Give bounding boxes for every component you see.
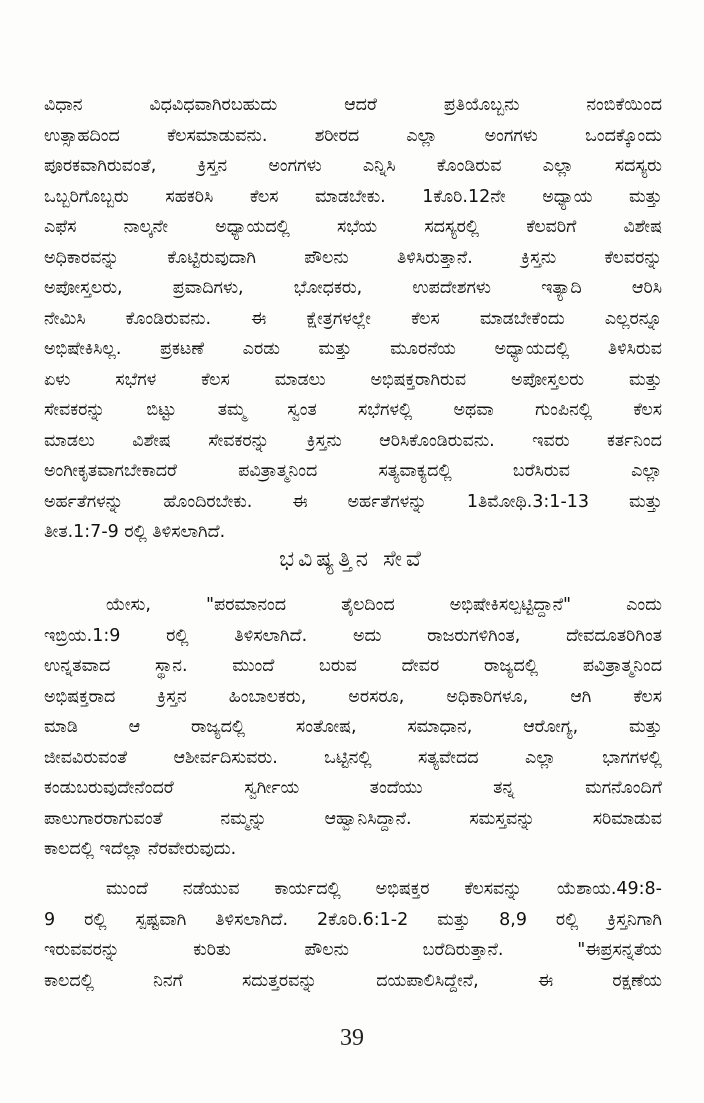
text-line: ಪೂರಕವಾಗಿರುವಂತೆ, ಕ್ರಿಸ್ತನ ಅಂಗಗಳು ಎನ್ನಿಸಿ ಕೊಂಡಿರುವ ಎಲ್ಲಾ ಸದಸ್ಯರು <box>44 156 662 176</box>
text-line: ವಿಧಾನ ವಿಧವಿಧವಾಗಿರಬಹುದು ಆದರೆ ಪ್ರತಿಯೊಬ್ಬನು ನಂಬಿಕೆಯಿಂದ <box>44 95 662 115</box>
text-line: ಅರ್ಹತೆಗಳನ್ನು ಹೊಂದಿರಬೇಕು. ಈ ಅರ್ಹತೆಗಳನ್ನು 1ತಿಮೋಥಿ.3:1-13 ಮತ್ತು <box>44 491 662 512</box>
text-line: ಇರುವವರನ್ನು ಕುರಿತು ಪೌಲನು ಬರೆದಿರುತ್ತಾನೆ. "ಈಪ್ರಸನ್ನತೆಯ <box>44 940 662 960</box>
text-line: ಅಪೋಸ್ತಲರು, ಪ್ರವಾದಿಗಳು, ಭೋಧಕರು, ಉಪದೇಶಗಳು ಇತ್ಯಾದಿ ಆರಿಸಿ <box>44 278 662 298</box>
paragraph-3 <box>44 874 662 996</box>
text-line: ಮುಂದೆ ನಡೆಯುವ ಕಾರ್ಯದಲ್ಲಿ ಅಭಿಷಕ್ತರ ಕೆಲಸವನ್ನು ಯೆಶಾಯ.49:8- <box>106 879 662 899</box>
text-line: ಜೀವವಿರುವಂತೆ ಆಶೀರ್ವದಿಸುವರು. ಒಟ್ಟಿನಲ್ಲಿ ಸತ್ಯವೇದದ ಎಲ್ಲಾ ಭಾಗಗಳಲ್ಲಿ <box>44 747 662 768</box>
text-line: ಅಧಿಕಾರವನ್ನು ಕೊಟ್ಟಿರುವುದಾಗಿ ಪೌಲನು ತಿಳಿಸಿರುತ್ತಾನೆ. ಕ್ರಿಸ್ತನು ಕೆಲವರನ್ನು <box>44 247 662 268</box>
paragraph-2 <box>44 590 662 865</box>
paragraph-1 <box>44 90 662 548</box>
text-line: ಕಂಡುಬರುವುದೇನೆಂದರೆ ಸ್ವರ್ಗೀಯ ತಂದೆಯು ತನ್ನ ಮಗನೊಂದಿಗೆ <box>44 778 662 798</box>
text-line: ಎಫೆಸ ನಾಲ್ಕನೇ ಅಧ್ಯಾಯದಲ್ಲಿ ಸಭೆಯ ಸದಸ್ಯರಲ್ಲಿ ಕೆಲವರಿಗೆ ವಿಶೇಷ <box>44 217 662 237</box>
text-line: ಮಾಡಿ ಆ ರಾಜ್ಯದಲ್ಲಿ ಸಂತೋಷ, ಸಮಾಧಾನ, ಆರೋಗ್ಯ, ಮತ್ತು <box>44 717 662 737</box>
text-line: ಅಂಗೀಕೃತವಾಗಬೇಕಾದರೆ ಪವಿತ್ರಾತ್ಮನಿಂದ ಸತ್ಯವಾಕ್ಯದಲ್ಲಿ ಬರೆಸಿರುವ ಎಲ್ಲಾ <box>44 461 662 481</box>
text-line: ಇಬ್ರಿಯ.1:9 ರಲ್ಲಿ ತಿಳಿಸಲಾಗಿದೆ. ಅದು ರಾಜರುಗಳಿಗಿಂತ, ದೇವದೂತರಿಗಿಂತ <box>44 625 662 646</box>
text-line: ಸೇವಕರನ್ನು ಬಿಟ್ಟು ತಮ್ಮ ಸ್ವಂತ ಸಭೆಗಳಲ್ಲಿ ಅಥವಾ ಗುಂಪಿನಲ್ಲಿ ಕೆಲಸ <box>44 400 662 420</box>
text-line: ತೀತ.1:7-9 ರಲ್ಲಿ ತಿಳಿಸಲಾಗಿದೆ. <box>44 522 226 542</box>
text-line: ಯೇಸು, "ಪರಮಾನಂದ ತೈಲದಿಂದ ಅಭಿಷೇಕಿಸಲ್ಪಟ್ಟಿದ್ದಾನೆ" ಎಂದು <box>106 595 662 615</box>
text-line: ಅಭಿಷಕ್ತರಾದ ಕ್ರಿಸ್ತನ ಹಿಂಬಾಲಕರು, ಅರಸರೂ, ಅಧಿಕಾರಿಗಳೂ, ಆಗಿ ಕೆಲಸ <box>44 686 662 707</box>
text-line: ನೇಮಿಸಿ ಕೊಂಡಿರುವನು. ಈ ಕ್ಷೇತ್ರಗಳಲ್ಲೇ ಕೆಲಸ ಮಾಡಬೇಕೆಂದು ಎಲ್ಲರನ್ನೂ <box>44 308 662 329</box>
text-line: ಪಾಲುಗಾರರಾಗುವಂತೆ ನಮ್ಮನ್ನು ಆಹ್ವಾನಿಸಿದ್ದಾನೆ. ಸಮಸ್ತವನ್ನು ಸರಿಮಾಡುವ <box>44 808 662 829</box>
text-line: 9 ರಲ್ಲಿ ಸ್ಪಷ್ಟವಾಗಿ ತಿಳಿಸಲಾಗಿದೆ. 2ಕೊರಿ.6:1-2 ಮತ್ತು 8,9 ರಲ್ಲಿ ಕ್ರಿಸ್ತನಿಗಾಗಿ <box>44 909 662 930</box>
text-line: ಉನ್ನತವಾದ ಸ್ಥಾನ. ಮುಂದೆ ಬರುವ ದೇವರ ರಾಜ್ಯದಲ್ಲಿ ಪವಿತ್ರಾತ್ಮನಿಂದ <box>44 656 662 676</box>
text-line: ಮಾಡಲು ವಿಶೇಷ ಸೇವಕರನ್ನು ಕ್ರಿಸ್ತನು ಆರಿಸಿಕೊಂಡಿರುವನು. ಇವರು ಕರ್ತನಿಂದ <box>44 430 662 451</box>
section-heading: ಭವಿಷ್ಯತ್ತಿನ ಸೇವೆ <box>279 547 425 572</box>
text-line: ಅಭಿಷೇಕಿಸಿಲ್ಲ. ಪ್ರಕಟಣೆ ಎರಡು ಮತ್ತು ಮೂರನೆಯ ಅಧ್ಯಾಯದಲ್ಲಿ ತಿಳಿಸಿರುವ <box>44 339 662 359</box>
page-number: 39 <box>340 1025 364 1051</box>
text-line: ಒಬ್ಬರಿಗೊಬ್ಬರು ಸಹಕರಿಸಿ ಕೆಲಸ ಮಾಡಬೇಕು. 1ಕೊರಿ.12ನೇ ಅಧ್ಯಾಯ ಮತ್ತು <box>44 186 662 207</box>
text-line: ಕಾಲದಲ್ಲಿ ನಿನಗೆ ಸದುತ್ತರವನ್ನು ದಯಪಾಲಿಸಿದ್ದೇನೆ, ಈ ರಕ್ಷಣೆಯ <box>44 970 662 991</box>
text-line: ಏಳು ಸಭೆಗಳ ಕೆಲಸ ಮಾಡಲು ಅಭಿಷಕ್ತರಾಗಿರುವ ಅಪೋಸ್ತಲರು ಮತ್ತು <box>44 369 662 390</box>
text-line: ಉತ್ಸಾಹದಿಂದ ಕೆಲಸಮಾಡುವನು. ಶರೀರದ ಎಲ್ಲಾ ಅಂಗಗಳು ಒಂದಕ್ಕೊಂದು <box>44 125 662 146</box>
text-line: ಕಾಲದಲ್ಲಿ ಇದೆಲ್ಲಾ ನೆರವೇರುವುದು. <box>44 839 237 859</box>
